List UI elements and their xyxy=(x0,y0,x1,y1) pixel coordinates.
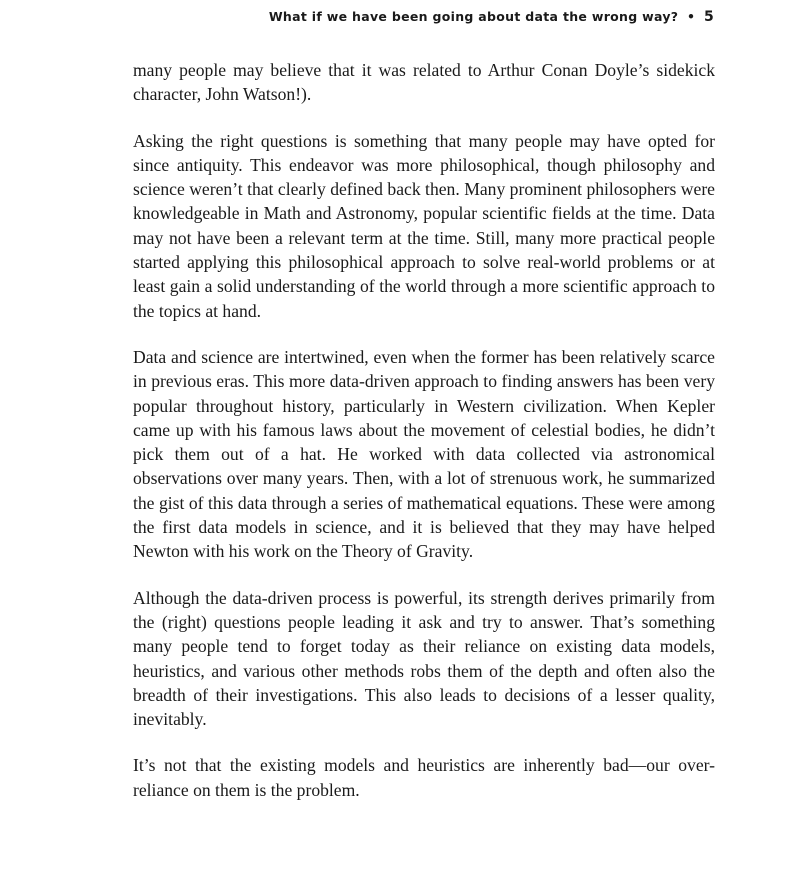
body-text xyxy=(133,58,715,824)
page-number: 5 xyxy=(703,9,714,25)
paragraph-2: Asking the right questions is something that many people may have opted for since antiquity. This endeavor was more philosophical, though philosophy and science weren’t that clearly defined back then. Many prominent philosophers were knowledgeable in Math and Astronomy, popular scientific fields at the time. Data may not have been a relevant term at the time. Still, many more practical people started applying this philosophical approach to solve real-world problems or at least gain a solid understanding of the world through a more scientific approach to the topics at hand. xyxy=(133,130,715,321)
running-header xyxy=(269,9,714,25)
running-title: What if we have been going about data the wrong way? xyxy=(268,9,679,24)
paragraph-3: Data and science are intertwined, even when the former has been relatively scarce in previous eras. This more data-driven approach to finding answers has been very popular throughout history, particularly in Western civilization. When Kepler came up with his famous laws about the movement of celestial bodies, he didn’t pick them out of a hat. He worked with data collected via astronomical observations over many years. Then, with a lot of strenuous work, he summarized the gist of this data through a series of mathematical equations. These were among the first data models in science, and it is believed that they may have helped Newton with his work on the Theory of Gravity. xyxy=(133,346,715,562)
paragraph-1: many people may believe that it was related to Arthur Conan Doyle’s sidekick character, John Watson!). xyxy=(133,60,715,105)
paragraph-4: Although the data-driven process is powerful, its strength derives primarily from the (right) questions people leading it ask and try to answer. That’s something many people tend to forget today as their reliance on existing data models, heuristics, and various other methods robs them of the depth and often also the breadth of their investigations. This also leads to decisions of a lesser quality, inevitably. xyxy=(133,587,715,730)
header-separator: • xyxy=(687,9,696,24)
paragraph-5: It’s not that the existing models and heuristics are inherently bad—our over-reliance on them is the problem. xyxy=(133,755,715,800)
